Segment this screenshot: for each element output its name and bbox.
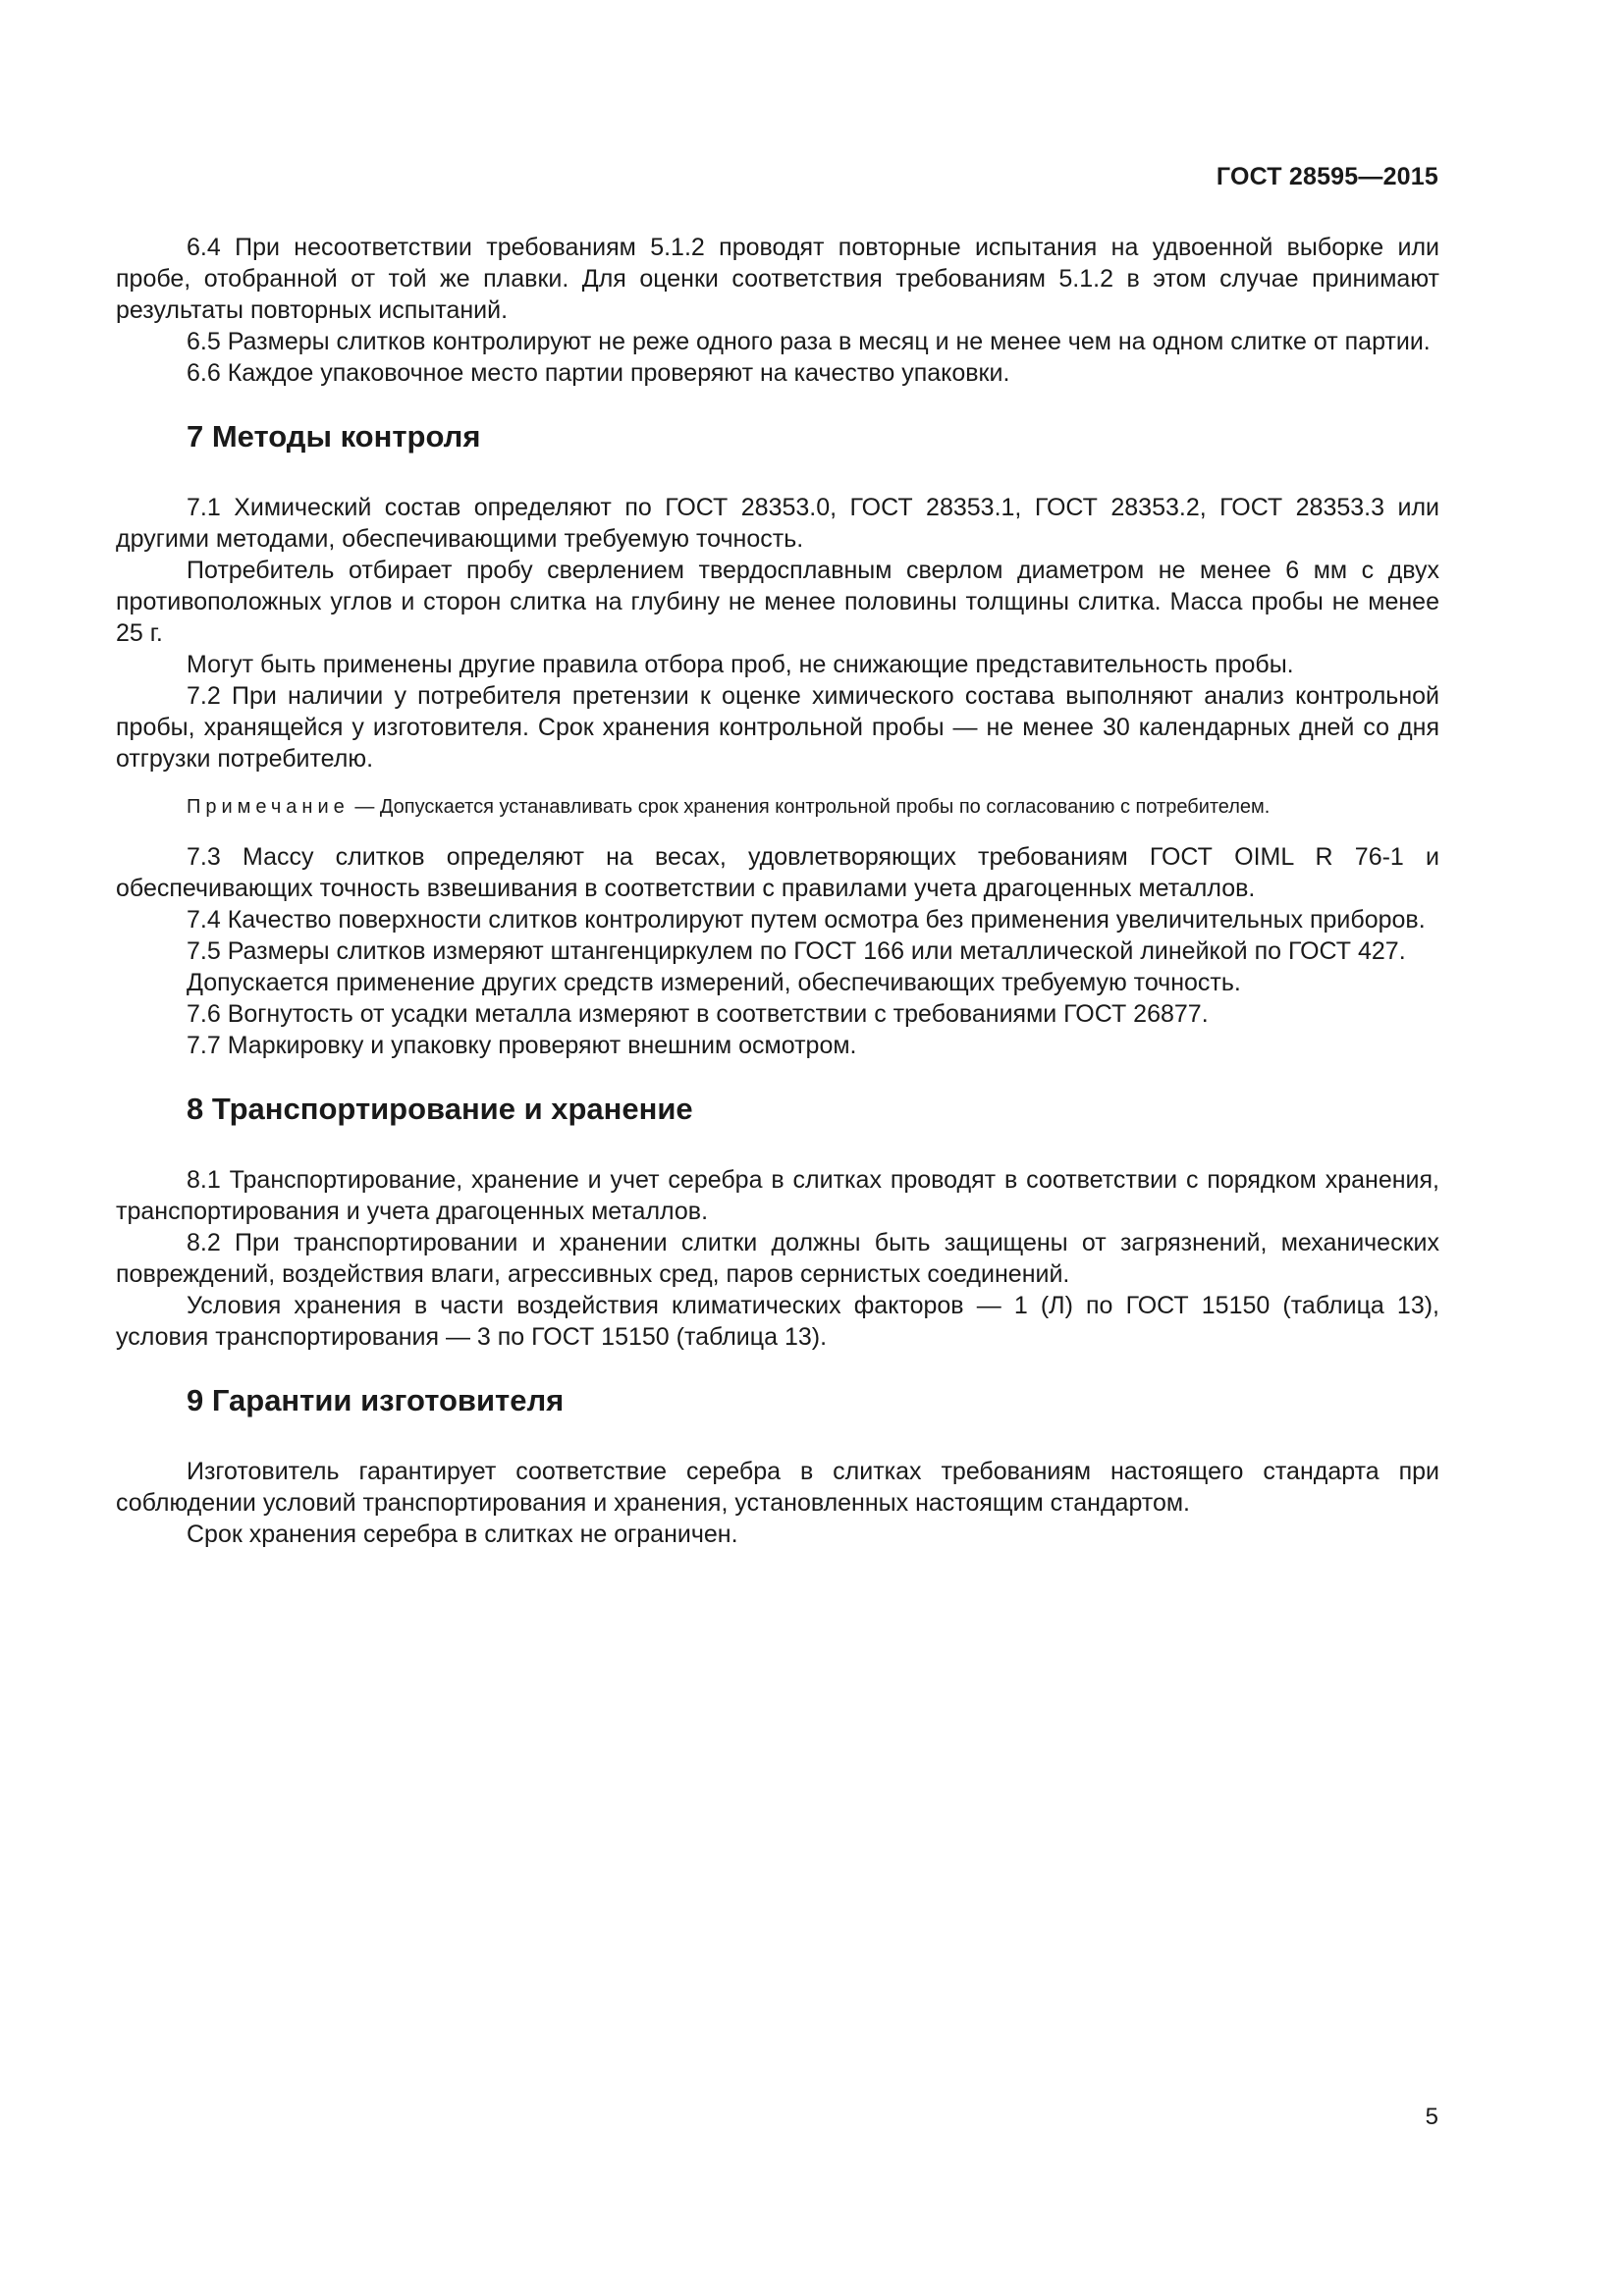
paragraph-6-6: 6.6 Каждое упаковочное место партии проверяют на качество упаковки. — [187, 359, 1010, 387]
paragraph-storage-conditions: Условия хранения в части воздействия климатических факторов — 1 (Л) по ГОСТ 15150 (таблица 13), условия транспортирования — 3 по ГОСТ 15150 (таблица 13). — [116, 1292, 1439, 1351]
section-heading-7: 7 Методы контроля — [187, 419, 481, 454]
paragraph-7-5: 7.5 Размеры слитков измеряют штангенциркулем по ГОСТ 166 или металлической линейкой по ГОСТ 427. — [187, 937, 1406, 965]
note-label: Примечание — [187, 796, 350, 818]
paragraph-other-instruments: Допускается применение других средств измерений, обеспечивающих требуемую точность. — [187, 969, 1241, 996]
document-code: ГОСТ 28595—2015 — [1216, 163, 1438, 190]
paragraph-guarantee: Изготовитель гарантирует соответствие серебра в слитках требованиям настоящего стандарта при соблюдении условий транспортирования и хранения, установленных настоящим стандартом. — [116, 1458, 1439, 1517]
document-body — [116, 232, 1439, 1550]
paragraph-7-7: 7.7 Маркировку и упаковку проверяют внешним осмотром. — [187, 1032, 857, 1059]
page-number: 5 — [1425, 2104, 1438, 2130]
section-heading-8: 8 Транспортирование и хранение — [187, 1092, 693, 1126]
paragraph-sampling: Потребитель отбирает пробу сверлением твердосплавным сверлом диаметром не менее 6 мм с двух противоположных углов и сторон слитка на глубину не менее половины толщины слитка. Масса пробы не менее 25 г. — [116, 557, 1439, 647]
paragraph-8-1: 8.1 Транспортирование, хранение и учет серебра в слитках проводят в соответствии с порядком хранения, транспортирования и учета драгоценных металлов. — [116, 1166, 1439, 1225]
note — [116, 792, 1439, 822]
note-text: — Допускается устанавливать срок хранения контрольной пробы по согласованию с потребителем. — [349, 796, 1271, 818]
paragraph-7-3: 7.3 Массу слитков определяют на весах, удовлетворяющих требованиям ГОСТ OIML R 76-1 и обеспечивающих точность взвешивания в соответствии с правилами учета драгоценных металлов. — [116, 843, 1439, 902]
paragraph-7-2: 7.2 При наличии у потребителя претензии к оценке химического состава выполняют анализ контрольной пробы, хранящейся у изготовителя. Срок хранения контрольной пробы — не менее 30 календарных дней со дня отгрузки потребителю. — [116, 682, 1439, 773]
paragraph-storage-period: Срок хранения серебра в слитках не ограничен. — [187, 1521, 738, 1548]
paragraph-6-5: 6.5 Размеры слитков контролируют не реже одного раза в месяц и не менее чем на одном слитке от партии. — [187, 328, 1431, 355]
paragraph-8-2: 8.2 При транспортировании и хранении слитки должны быть защищены от загрязнений, механических повреждений, воздействия влаги, агрессивных сред, паров сернистых соединений. — [116, 1229, 1439, 1288]
paragraph-7-4: 7.4 Качество поверхности слитков контролируют путем осмотра без применения увеличительных приборов. — [187, 906, 1426, 934]
paragraph-7-6: 7.6 Вогнутость от усадки металла измеряют в соответствии с требованиями ГОСТ 26877. — [187, 1000, 1209, 1028]
paragraph-7-1: 7.1 Химический состав определяют по ГОСТ 28353.0, ГОСТ 28353.1, ГОСТ 28353.2, ГОСТ 28353.3 или другими методами, обеспечивающими требуемую точность. — [116, 494, 1439, 553]
paragraph-6-4: 6.4 При несоответствии требованиям 5.1.2 проводят повторные испытания на удвоенной выборке или пробе, отобранной от той же плавки. Для оценки соответствия требованиям 5.1.2 в этом случае принимают результаты повторных испытаний. — [116, 234, 1439, 324]
paragraph-other-rules: Могут быть применены другие правила отбора проб, не снижающие представительность пробы. — [187, 651, 1294, 678]
section-heading-9: 9 Гарантии изготовителя — [187, 1383, 565, 1417]
